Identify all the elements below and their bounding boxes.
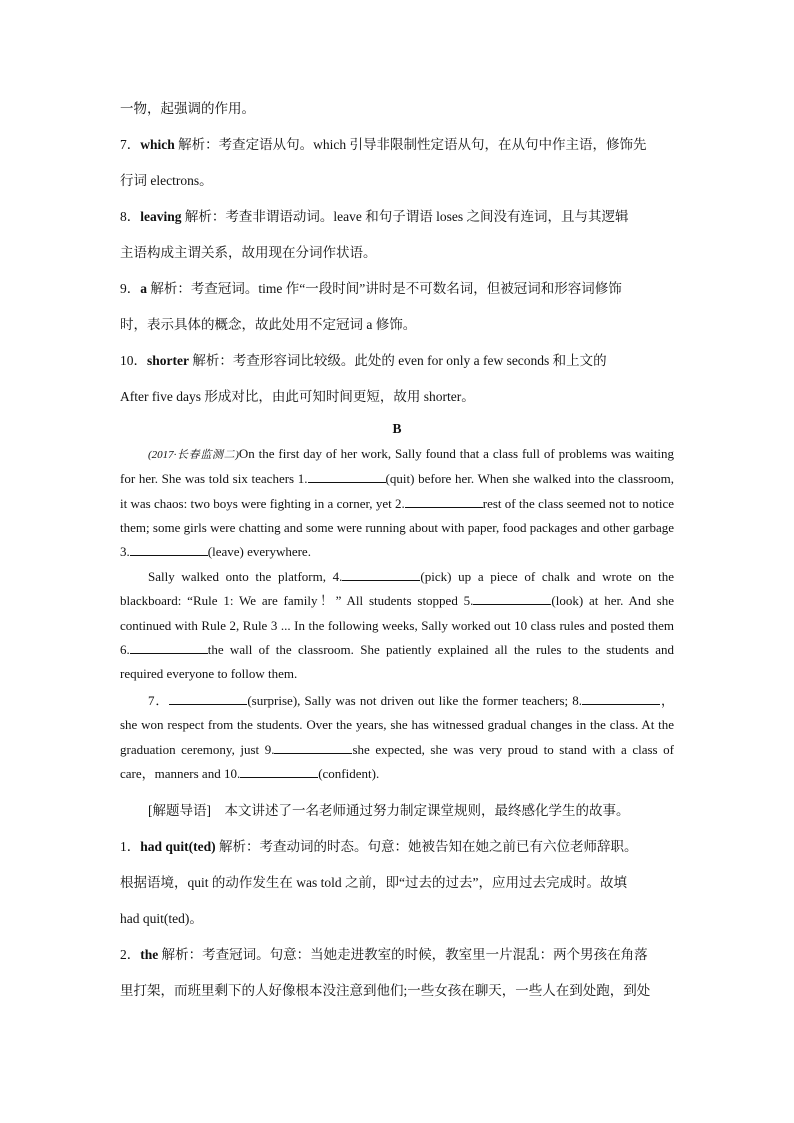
answer-line: 一物，起强调的作用。 — [120, 101, 255, 116]
answer-line: 里打架，而班里剩下的人好像根本没注意到他们;一些女孩在聊天，一些人在到处跑，到处 — [120, 983, 651, 998]
answer-2: 2．the 解析：考查冠词。句意：当她走进教室的时候，教室里一片混乱：两个男孩在角落 — [120, 947, 648, 962]
blank-5[interactable] — [473, 591, 551, 605]
blank-4[interactable] — [342, 567, 420, 581]
blank-7[interactable] — [169, 691, 247, 705]
guide-text: [解题导语] 本文讲述了一名老师通过努力制定课堂规则，最终感化学生的故事。 — [148, 803, 630, 818]
answer-1: 1．had quit(ted) 解析：考查动词的时态。句意：她被告知在她之前已有六位老师辞职。 — [120, 839, 638, 854]
answer-line: After five days 形成对比，由此可知时间更短，故用 shorter。 — [120, 389, 475, 404]
answer-line: 主语构成主谓关系，故用现在分词作状语。 — [120, 245, 377, 260]
blank-10[interactable] — [240, 764, 318, 778]
blank-1[interactable] — [308, 469, 386, 483]
passage-paragraph-3: 7． (surprise), Sally was not driven out like the former teachers; 8. ， she won respect from the students. Over the years, she has witnessed gradual changes in the class. At the graduation ceremony, just 9. she expected, she was very proud to stand with a class of care，manners and 10. (confident). — [120, 693, 674, 781]
answer-8: 8．leaving 解析：考查非谓语动词。leave 和句子谓语 loses 之间没有连词，且与其逻辑 — [120, 209, 629, 224]
answer-line: 根据语境，quit 的动作发生在 was told 之前，即“过去的过去”，应用过去完成时。故填 — [120, 875, 627, 890]
passage-paragraph-1: (2017·长春监测二)On the first day of her work, Sally found that a class full of problems was waiting for her. She was told six teachers 1. (quit) before her. When she walked into the classroom, it was chaos: two boys were fighting in a corner, yet 2. rest of the class seemed not to notice them; some girls were chatting and some were running about with paper, food packages and other garbage 3. (leave) everywhere. — [120, 446, 674, 560]
answer-line: had quit(ted)。 — [120, 911, 203, 926]
blank-9[interactable] — [274, 740, 352, 754]
blank-3[interactable] — [130, 542, 208, 556]
answer-9: 9．a 解析：考查冠词。time 作“一段时间”讲时是不可数名词，但被冠词和形容词修饰 — [120, 281, 622, 296]
blank-6[interactable] — [130, 640, 208, 654]
blank-2[interactable] — [405, 494, 483, 508]
answer-line: 行词 electrons。 — [120, 173, 213, 188]
answer-10: 10．shorter 解析：考查形容词比较级。此处的 even for only a few seconds 和上文的 — [120, 353, 607, 368]
section-title: B — [392, 421, 402, 436]
answer-7: 7．which 解析：考查定语从句。which 引导非限制性定语从句，在从句中作主语，修饰先 — [120, 137, 647, 152]
passage-paragraph-2: Sally walked onto the platform, 4. (pick) up a piece of chalk and wrote on the blackboard: “Rule 1: We are family！” All students stopped 5. (look) at her. And she continued with Rule 2, Rule 3 ... In the following weeks, Sally worked out 10 class rules and posted them 6. the wall of the classroom. She patiently explained all the rules to the students and required everyone to follow them. — [120, 569, 674, 682]
answer-line: 时，表示具体的概念，故此处用不定冠词 a 修饰。 — [120, 317, 417, 332]
blank-8[interactable] — [582, 691, 660, 705]
